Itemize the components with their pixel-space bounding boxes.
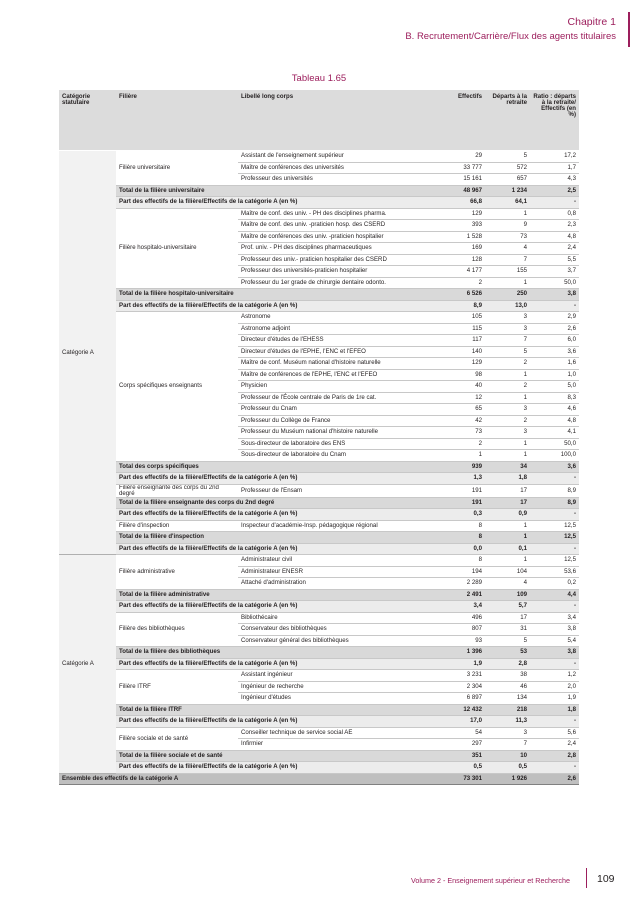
departs-cell: 73 [485, 231, 530, 243]
corps-cell: Maître de conf. Muséum national d'histoire naturelle [238, 358, 438, 370]
effectifs-cell: 12 [438, 392, 485, 404]
category-cell: Catégorie A [59, 151, 116, 555]
effectifs-cell: 2 289 [438, 578, 485, 590]
ratio-cell: 2,4 [530, 243, 579, 255]
share-row-label: Part des effectifs de la filière/Effectifs de la catégorie A (en %) [116, 762, 438, 774]
share-row [59, 473, 579, 485]
total-row-effectifs: 191 [438, 497, 485, 509]
header-divider [628, 12, 630, 47]
col-header-departs: Départs à la retraite [485, 90, 530, 151]
departs-cell: 1 [485, 277, 530, 289]
effectifs-cell: 65 [438, 404, 485, 416]
share-row-departs: 13,0 [485, 300, 530, 312]
table-row [59, 520, 579, 532]
total-row-label: Total de la filière d'inspection [116, 532, 438, 544]
total-row-label: Total de la filière enseignante des corps du 2nd degré [116, 497, 438, 509]
ratio-cell: 17,2 [530, 151, 579, 163]
share-row-ratio: - [530, 601, 579, 613]
corps-cell: Professeur des universités [238, 174, 438, 186]
corps-cell: Conservateur des bibliothèques [238, 624, 438, 636]
table-row [59, 555, 579, 567]
share-row-label: Part des effectifs de la filière/Effectifs de la catégorie A (en %) [116, 716, 438, 728]
col-header-ratio: Ratio : départs à la retraite/ Effectifs (en %) [530, 90, 579, 151]
share-row [59, 509, 579, 521]
filiere-cell: Filière administrative [116, 555, 238, 590]
departs-cell: 9 [485, 220, 530, 232]
filiere-cell: Filière sociale et de santé [116, 727, 238, 750]
departs-cell: 7 [485, 335, 530, 347]
corps-cell: Professeur du Cnam [238, 404, 438, 416]
total-row-departs: 53 [485, 647, 530, 659]
departs-cell: 5 [485, 346, 530, 358]
ratio-cell: 2,0 [530, 681, 579, 693]
effectifs-cell: 40 [438, 381, 485, 393]
share-row [59, 658, 579, 670]
share-row-label: Part des effectifs de la filière/Effectifs de la catégorie A (en %) [116, 473, 438, 485]
total-row-ratio: 1,8 [530, 704, 579, 716]
share-row-label: Part des effectifs de la filière/Effectifs de la catégorie A (en %) [116, 300, 438, 312]
ratio-cell: 50,0 [530, 438, 579, 450]
ratio-cell: 5,6 [530, 727, 579, 739]
effectifs-cell: 194 [438, 566, 485, 578]
effectifs-cell: 2 [438, 277, 485, 289]
total-row-departs: 1 234 [485, 185, 530, 197]
ratio-cell: 50,0 [530, 277, 579, 289]
effectifs-cell: 54 [438, 727, 485, 739]
filiere-cell: Filière hospitalo-universitaire [116, 208, 238, 289]
corps-cell: Professeur du Collège de France [238, 415, 438, 427]
departs-cell: 1 [485, 369, 530, 381]
corps-cell: Sous-directeur de laboratoire des ENS [238, 438, 438, 450]
ratio-cell: 2,4 [530, 739, 579, 751]
total-row-ratio: 2,5 [530, 185, 579, 197]
ratio-cell: 2,9 [530, 312, 579, 324]
corps-cell: Maître de conférences de l'EPHE, l'ENC et l'EFEO [238, 369, 438, 381]
corps-cell: Assistant de l'enseignement supérieur [238, 151, 438, 163]
ratio-cell: 1,9 [530, 693, 579, 705]
ratio-cell: 1,6 [530, 358, 579, 370]
total-row [59, 589, 579, 601]
share-row-effectifs: 0,5 [438, 762, 485, 774]
share-row-effectifs: 8,9 [438, 300, 485, 312]
total-row-label: Total de la filière ITRF [116, 704, 438, 716]
ratio-cell: 3,6 [530, 346, 579, 358]
total-row-label: Total de la filière des bibliothèques [116, 647, 438, 659]
corps-cell: Professeur des univ.- praticien hospitalier des CSERD [238, 254, 438, 266]
corps-cell: Conseiller technique de service social AE [238, 727, 438, 739]
departs-cell: 17 [485, 612, 530, 624]
table-row [59, 612, 579, 624]
table-header-row [59, 90, 579, 151]
departs-cell: 7 [485, 254, 530, 266]
share-row-ratio: - [530, 473, 579, 485]
total-row-departs: 1 [485, 532, 530, 544]
share-row-effectifs: 1,3 [438, 473, 485, 485]
ratio-cell: 5,4 [530, 635, 579, 647]
departs-cell: 3 [485, 312, 530, 324]
ratio-cell: 1,2 [530, 670, 579, 682]
departs-cell: 572 [485, 162, 530, 174]
effectifs-cell: 98 [438, 369, 485, 381]
ratio-cell: 1,7 [530, 162, 579, 174]
total-row [59, 750, 579, 762]
total-row-effectifs: 939 [438, 461, 485, 473]
share-row-label: Part des effectifs de la filière/Effectifs de la catégorie A (en %) [116, 658, 438, 670]
departs-cell: 4 [485, 578, 530, 590]
total-row-departs: 218 [485, 704, 530, 716]
corps-cell: Administrateur civil [238, 555, 438, 567]
col-header-filiere: Filière [116, 90, 238, 151]
corps-cell: Ingénieur de recherche [238, 681, 438, 693]
effectifs-cell: 42 [438, 415, 485, 427]
total-row [59, 647, 579, 659]
departs-cell: 104 [485, 566, 530, 578]
corps-cell: Maître de conférences des universités [238, 162, 438, 174]
ratio-cell: 4,1 [530, 427, 579, 439]
share-row [59, 300, 579, 312]
total-row-label: Total de la filière hospitalo-universitaire [116, 289, 438, 301]
share-row-departs: 0,9 [485, 509, 530, 521]
total-row-ratio: 3,6 [530, 461, 579, 473]
filiere-cell: Filière des bibliothèques [116, 612, 238, 647]
chapter-title: Chapitre 1 [567, 16, 616, 28]
corps-cell: Physicien [238, 381, 438, 393]
ratio-cell: 12,5 [530, 520, 579, 532]
corps-cell: Attaché d'administration [238, 578, 438, 590]
corps-cell: Professeur du 1er grade de chirurgie dentaire odonto. [238, 277, 438, 289]
effectifs-cell: 393 [438, 220, 485, 232]
total-row-departs: 250 [485, 289, 530, 301]
departs-cell: 155 [485, 266, 530, 278]
ratio-cell: 2,3 [530, 220, 579, 232]
share-row-departs: 11,3 [485, 716, 530, 728]
effectifs-cell: 93 [438, 635, 485, 647]
share-row [59, 601, 579, 613]
filiere-cell: Filière ITRF [116, 670, 238, 705]
table-row [59, 484, 579, 497]
corps-cell: Professeur du Muséum national d'histoire naturelle [238, 427, 438, 439]
share-row-departs: 0,1 [485, 543, 530, 555]
data-table [59, 90, 579, 785]
total-row-effectifs: 1 396 [438, 647, 485, 659]
footer-divider [586, 868, 587, 888]
share-row-ratio: - [530, 543, 579, 555]
category-cell: Catégorie A [59, 555, 116, 774]
ratio-cell: 53,6 [530, 566, 579, 578]
effectifs-cell: 105 [438, 312, 485, 324]
share-row [59, 543, 579, 555]
col-header-category: Catégorie statutaire [59, 90, 116, 151]
total-row [59, 497, 579, 509]
share-row [59, 197, 579, 209]
effectifs-cell: 8 [438, 555, 485, 567]
departs-cell: 2 [485, 381, 530, 393]
effectifs-cell: 807 [438, 624, 485, 636]
ratio-cell: 1,0 [530, 369, 579, 381]
total-row [59, 532, 579, 544]
filiere-cell: Filière d'inspection [116, 520, 238, 532]
departs-cell: 3 [485, 727, 530, 739]
table-row [59, 151, 579, 163]
effectifs-cell: 140 [438, 346, 485, 358]
share-row-label: Part des effectifs de la filière/Effectifs de la catégorie A (en %) [116, 601, 438, 613]
effectifs-cell: 33 777 [438, 162, 485, 174]
share-row-ratio: - [530, 658, 579, 670]
page-number: 109 [597, 873, 615, 885]
ratio-cell: 4,3 [530, 174, 579, 186]
effectifs-cell: 29 [438, 151, 485, 163]
table-title: Tableau 1.65 [291, 73, 347, 84]
effectifs-cell: 2 304 [438, 681, 485, 693]
ratio-cell: 4,8 [530, 415, 579, 427]
filiere-cell: Corps spécifiques enseignants [116, 312, 238, 462]
departs-cell: 17 [485, 484, 530, 497]
total-row-ratio: 3,8 [530, 647, 579, 659]
corps-cell: Inspecteur d'académie-Insp. pédagogique régional [238, 520, 438, 532]
grand-total-ratio: 2,6 [530, 773, 579, 785]
total-row-effectifs: 12 432 [438, 704, 485, 716]
departs-cell: 1 [485, 555, 530, 567]
ratio-cell: 12,5 [530, 555, 579, 567]
departs-cell: 5 [485, 151, 530, 163]
share-row [59, 762, 579, 774]
departs-cell: 1 [485, 392, 530, 404]
share-row-effectifs: 1,9 [438, 658, 485, 670]
departs-cell: 2 [485, 415, 530, 427]
share-row-ratio: - [530, 509, 579, 521]
total-row-effectifs: 6 526 [438, 289, 485, 301]
col-header-corps: Libellé long corps [238, 90, 438, 151]
share-row-label: Part des effectifs de la filière/Effectifs de la catégorie A (en %) [116, 197, 438, 209]
corps-cell: Ingénieur d'études [238, 693, 438, 705]
corps-cell: Maître de conférences des univ. -praticien hospitalier [238, 231, 438, 243]
corps-cell: Bibliothécaire [238, 612, 438, 624]
effectifs-cell: 4 177 [438, 266, 485, 278]
share-row-ratio: - [530, 762, 579, 774]
effectifs-cell: 128 [438, 254, 485, 266]
departs-cell: 5 [485, 635, 530, 647]
effectifs-cell: 73 [438, 427, 485, 439]
share-row-effectifs: 17,0 [438, 716, 485, 728]
ratio-cell: 3,7 [530, 266, 579, 278]
grand-total-label: Ensemble des effectifs de la catégorie A [59, 773, 438, 785]
total-row-departs: 10 [485, 750, 530, 762]
departs-cell: 7 [485, 739, 530, 751]
share-row-effectifs: 0,3 [438, 509, 485, 521]
grand-total-departs: 1 926 [485, 773, 530, 785]
effectifs-cell: 169 [438, 243, 485, 255]
table-container [59, 90, 579, 785]
total-row-ratio: 8,9 [530, 497, 579, 509]
corps-cell: Professeur de l'École centrale de Paris de 1re cat. [238, 392, 438, 404]
effectifs-cell: 297 [438, 739, 485, 751]
effectifs-cell: 117 [438, 335, 485, 347]
departs-cell: 4 [485, 243, 530, 255]
effectifs-cell: 191 [438, 484, 485, 497]
corps-cell: Prof. univ. - PH des disciplines pharmaceutiques [238, 243, 438, 255]
col-header-effectifs: Effectifs [438, 90, 485, 151]
share-row-ratio: - [530, 197, 579, 209]
share-row-departs: 1,8 [485, 473, 530, 485]
effectifs-cell: 1 [438, 450, 485, 462]
total-row [59, 461, 579, 473]
ratio-cell: 4,8 [530, 231, 579, 243]
total-row-label: Total de la filière universitaire [116, 185, 438, 197]
corps-cell: Sous-directeur de laboratoire du Cnam [238, 450, 438, 462]
corps-cell: Maître de conf. des univ. - PH des disciplines pharma. [238, 208, 438, 220]
share-row-effectifs: 66,8 [438, 197, 485, 209]
departs-cell: 38 [485, 670, 530, 682]
total-row-label: Total des corps spécifiques [116, 461, 438, 473]
departs-cell: 46 [485, 681, 530, 693]
share-row-ratio: - [530, 716, 579, 728]
departs-cell: 3 [485, 404, 530, 416]
ratio-cell: 6,0 [530, 335, 579, 347]
ratio-cell: 8,9 [530, 484, 579, 497]
ratio-cell: 3,4 [530, 612, 579, 624]
ratio-cell: 4,6 [530, 404, 579, 416]
effectifs-cell: 6 897 [438, 693, 485, 705]
share-row [59, 716, 579, 728]
ratio-cell: 0,8 [530, 208, 579, 220]
effectifs-cell: 2 [438, 438, 485, 450]
departs-cell: 31 [485, 624, 530, 636]
total-row-departs: 34 [485, 461, 530, 473]
total-row-departs: 109 [485, 589, 530, 601]
table-row [59, 312, 579, 324]
chapter-subtitle: B. Recrutement/Carrière/Flux des agents titulaires [405, 31, 616, 42]
corps-cell: Astronome adjoint [238, 323, 438, 335]
corps-cell: Directeur d'études de l'EPHE, l'ENC et l'EFEO [238, 346, 438, 358]
filiere-cell: Filière universitaire [116, 151, 238, 186]
total-row [59, 704, 579, 716]
effectifs-cell: 129 [438, 208, 485, 220]
departs-cell: 1 [485, 520, 530, 532]
share-row-ratio: - [530, 300, 579, 312]
table-row [59, 727, 579, 739]
total-row-effectifs: 8 [438, 532, 485, 544]
effectifs-cell: 15 161 [438, 174, 485, 186]
filiere-cell: Filière enseignante des corps du 2nd degré [116, 484, 238, 497]
total-row [59, 185, 579, 197]
ratio-cell: 3,8 [530, 624, 579, 636]
ratio-cell: 0,2 [530, 578, 579, 590]
departs-cell: 134 [485, 693, 530, 705]
corps-cell: Professeur de l'Ensam [238, 484, 438, 497]
share-row-effectifs: 3,4 [438, 601, 485, 613]
ratio-cell: 100,0 [530, 450, 579, 462]
table-row [59, 208, 579, 220]
share-row-effectifs: 0,0 [438, 543, 485, 555]
total-row-label: Total de la filière administrative [116, 589, 438, 601]
departs-cell: 3 [485, 427, 530, 439]
corps-cell: Astronome [238, 312, 438, 324]
departs-cell: 1 [485, 450, 530, 462]
total-row [59, 289, 579, 301]
ratio-cell: 8,3 [530, 392, 579, 404]
effectifs-cell: 1 528 [438, 231, 485, 243]
corps-cell: Infirmier [238, 739, 438, 751]
grand-total-effectifs: 73 301 [438, 773, 485, 785]
total-row-effectifs: 2 491 [438, 589, 485, 601]
corps-cell: Maître de conf. des univ. -praticien hosp. des CSERD [238, 220, 438, 232]
effectifs-cell: 8 [438, 520, 485, 532]
grand-total-row [59, 773, 579, 785]
ratio-cell: 5,0 [530, 381, 579, 393]
corps-cell: Administrateur ENESR [238, 566, 438, 578]
ratio-cell: 5,5 [530, 254, 579, 266]
total-row-ratio: 3,8 [530, 289, 579, 301]
share-row-departs: 2,8 [485, 658, 530, 670]
share-row-departs: 64,1 [485, 197, 530, 209]
total-row-ratio: 2,8 [530, 750, 579, 762]
corps-cell: Conservateur général des bibliothèques [238, 635, 438, 647]
effectifs-cell: 496 [438, 612, 485, 624]
departs-cell: 2 [485, 358, 530, 370]
table-row [59, 670, 579, 682]
corps-cell: Professeur des universités-praticien hospitalier [238, 266, 438, 278]
footer-text: Volume 2 - Enseignement supérieur et Recherche [411, 876, 571, 885]
total-row-effectifs: 351 [438, 750, 485, 762]
departs-cell: 1 [485, 438, 530, 450]
effectifs-cell: 115 [438, 323, 485, 335]
effectifs-cell: 129 [438, 358, 485, 370]
share-row-departs: 5,7 [485, 601, 530, 613]
ratio-cell: 2,6 [530, 323, 579, 335]
total-row-label: Total de la filière sociale et de santé [116, 750, 438, 762]
corps-cell: Directeur d'études de l'EHESS [238, 335, 438, 347]
departs-cell: 657 [485, 174, 530, 186]
share-row-departs: 0,5 [485, 762, 530, 774]
share-row-label: Part des effectifs de la filière/Effectifs de la catégorie A (en %) [116, 509, 438, 521]
total-row-ratio: 12,5 [530, 532, 579, 544]
total-row-departs: 17 [485, 497, 530, 509]
departs-cell: 3 [485, 323, 530, 335]
total-row-ratio: 4,4 [530, 589, 579, 601]
corps-cell: Assistant ingénieur [238, 670, 438, 682]
share-row-label: Part des effectifs de la filière/Effectifs de la catégorie A (en %) [116, 543, 438, 555]
effectifs-cell: 3 231 [438, 670, 485, 682]
total-row-effectifs: 48 967 [438, 185, 485, 197]
departs-cell: 1 [485, 208, 530, 220]
